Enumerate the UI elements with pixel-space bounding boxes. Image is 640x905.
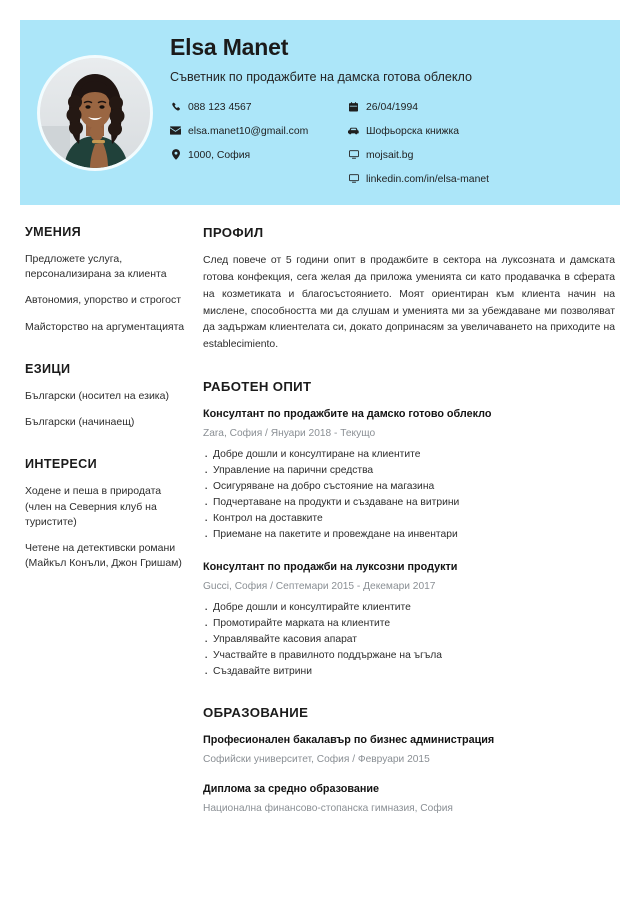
profile-text: След повече от 5 години опит в продажбите в сектора на луксозната и дамската готова конфекция, сега желая да приложа уменията си като продавачка в сферата на козметиката и благосъстоянието. Моят ориентиран към клиента начин на мислене, способността ми да слушам и уменията ми за убеждаване ми позволяват да задържам клиентелата си, докато допринасям за увеличаването на приходите на establecimiento. bbox=[203, 255, 615, 351]
contact-location-text: 1000, София bbox=[188, 149, 251, 161]
sidebar-section-languages bbox=[25, 362, 185, 430]
contact-linkedin[interactable] bbox=[348, 173, 568, 186]
section-title-skills: УМЕНИЯ bbox=[25, 225, 82, 239]
list-item: Български (начинаещ) bbox=[25, 416, 135, 429]
education-entry bbox=[203, 733, 615, 766]
portrait-photo-icon bbox=[40, 58, 150, 168]
phone-icon bbox=[170, 101, 181, 113]
list-item: Предложете услуга, персонализирана за клиента bbox=[25, 253, 167, 281]
experience-bullets bbox=[203, 600, 615, 680]
list-item: · Приемане на пакетите и провеждане на инвентари bbox=[203, 527, 615, 543]
list-item: · Добре дошли и консултирайте клиентите bbox=[203, 600, 615, 616]
experience-entry bbox=[203, 407, 615, 543]
list-item: · Контрол на доставките bbox=[203, 511, 615, 527]
car-icon bbox=[348, 125, 359, 137]
sidebar-section-skills bbox=[25, 225, 185, 335]
section-title-education: ОБРАЗОВАНИЕ bbox=[203, 705, 309, 721]
avatar bbox=[40, 58, 150, 168]
list-item: · Подчертаване на продукти и създаване на витрини bbox=[203, 495, 615, 511]
contact-website-text: mojsait.bg bbox=[366, 149, 414, 161]
section-title-experience: РАБОТЕН ОПИТ bbox=[203, 379, 312, 395]
experience-meta: Zara, София / Януари 2018 - Текущо bbox=[203, 428, 376, 440]
contact-column-right bbox=[348, 101, 568, 197]
header-text-block bbox=[170, 34, 606, 197]
list-item: · Добре дошли и консултиране на клиентите bbox=[203, 447, 615, 463]
contact-grid bbox=[170, 101, 606, 197]
contact-driving-licence[interactable] bbox=[348, 125, 568, 138]
contact-email[interactable] bbox=[170, 125, 348, 138]
list-item: Майсторство на аргументацията bbox=[25, 320, 185, 333]
section-education bbox=[203, 705, 615, 816]
sidebar-section-interests bbox=[25, 457, 185, 571]
section-experience bbox=[203, 379, 615, 680]
experience-role: Консултант по продажбите на дамско готово облекло bbox=[203, 408, 492, 421]
education-degree: Професионален бакалавър по бизнес администрация bbox=[203, 734, 495, 747]
experience-entry bbox=[203, 560, 615, 680]
list-item: Български (носител на езика) bbox=[25, 389, 169, 402]
list-item: Четене на детективски романи (Майкъл Конъли, Джон Гришам) bbox=[25, 541, 182, 570]
contact-location[interactable] bbox=[170, 149, 348, 162]
list-item: · Участвайте в правилното поддържане на ъгъла bbox=[203, 648, 615, 664]
contact-phone[interactable] bbox=[170, 101, 348, 114]
job-title: Съветник по продажбите на дамска готова облекло bbox=[170, 70, 472, 85]
calendar-icon bbox=[348, 101, 359, 113]
list-item: Автономия, упорство и строгост bbox=[25, 294, 182, 307]
contact-driving-licence-text: Шофьорска книжка bbox=[366, 125, 460, 137]
section-title-profile: ПРОФИЛ bbox=[203, 225, 264, 240]
list-item: Ходене и пеша в природата (член на Северния клуб на туристите) bbox=[25, 485, 162, 528]
contact-birthdate[interactable] bbox=[348, 101, 568, 114]
education-meta: Националнa финансово-стопанска гимназия, София bbox=[203, 803, 453, 815]
section-title-interests: ИНТЕРЕСИ bbox=[25, 457, 97, 472]
contact-email-text: elsa.manet10@gmail.com bbox=[188, 125, 309, 137]
resume-header bbox=[20, 20, 620, 205]
monitor-icon bbox=[348, 149, 359, 161]
experience-bullets bbox=[203, 447, 615, 543]
list-item: · Управлявайте касовия апарат bbox=[203, 632, 615, 648]
contact-birthdate-text: 26/04/1994 bbox=[366, 101, 419, 113]
education-degree: Диплома за средно образование bbox=[203, 783, 380, 796]
education-meta: Софийски университет, София / Февруари 2015 bbox=[203, 754, 430, 766]
education-entry bbox=[203, 782, 615, 815]
contact-linkedin-text: linkedin.com/in/elsa-manet bbox=[366, 173, 490, 185]
section-profile bbox=[203, 225, 615, 354]
envelope-icon bbox=[170, 125, 181, 137]
main-column bbox=[203, 225, 615, 841]
experience-meta: Gucci, София / Септемари 2015 - Декемари 2017 bbox=[203, 581, 436, 593]
sidebar bbox=[25, 225, 185, 598]
contact-column-left bbox=[170, 101, 348, 197]
contact-website[interactable] bbox=[348, 149, 568, 162]
section-title-languages: ЕЗИЦИ bbox=[25, 361, 71, 376]
monitor-icon bbox=[348, 173, 359, 185]
list-item: · Създавайте витрини bbox=[203, 664, 615, 680]
list-item: · Осигуряване на добро състояние на магазина bbox=[203, 479, 615, 495]
list-item: · Управление на парични средства bbox=[203, 463, 615, 479]
contact-phone-text: 088 123 4567 bbox=[188, 101, 252, 113]
page-title: Elsa Manet bbox=[170, 34, 289, 60]
experience-role: Консултант по продажби на луксозни продукти bbox=[203, 561, 458, 574]
location-pin-icon bbox=[170, 149, 181, 161]
list-item: · Промотирайте марката на клиентите bbox=[203, 616, 615, 632]
